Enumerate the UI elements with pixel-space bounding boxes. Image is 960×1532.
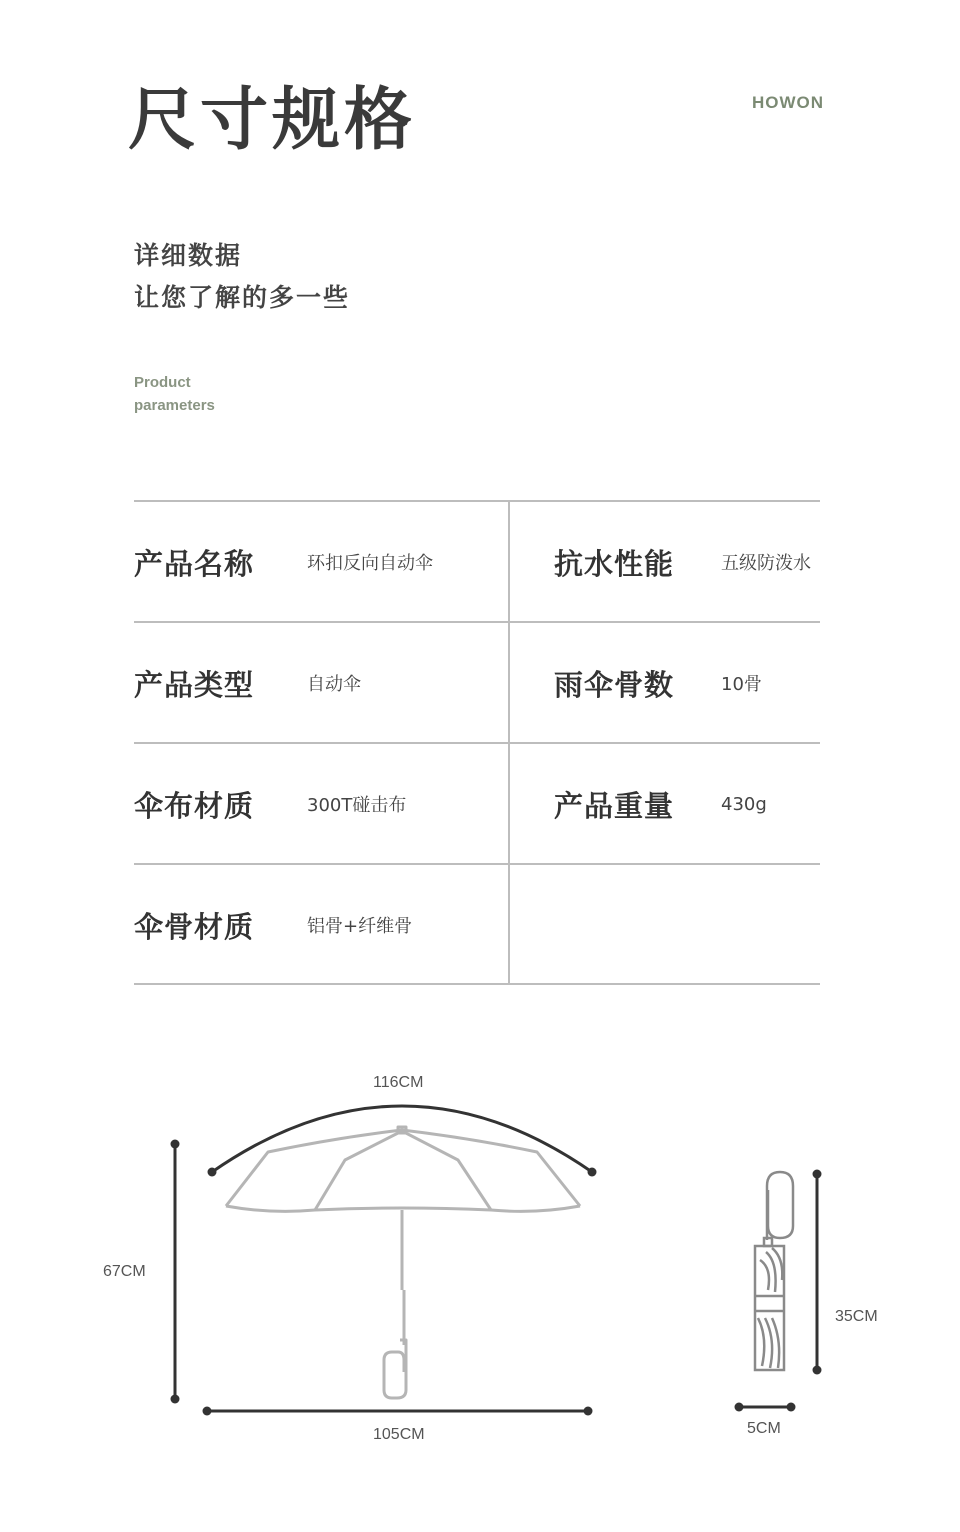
dimension-endpoint [203,1407,212,1416]
spec-value: 环扣反向自动伞 [307,553,433,574]
subtitle-line-1: 详细数据 [134,241,243,270]
arc-dimension-label: 116CM [373,1074,424,1091]
closed-height-label: 35CM [835,1308,878,1325]
dimension-endpoint [171,1395,180,1404]
spec-label: 产品类型 [134,667,255,702]
english-caption-line-2: parameters [134,397,215,414]
dimension-endpoint [208,1168,217,1177]
spec-value: 五级防泼水 [721,553,811,574]
dimension-endpoint [584,1407,593,1416]
spec-label: 雨伞骨数 [554,667,675,702]
spec-label: 抗水性能 [554,546,675,581]
spec-label: 产品重量 [554,788,675,823]
spec-value: 10骨 [721,674,762,695]
dimension-endpoint [813,1170,822,1179]
open-umbrella-icon [226,1127,580,1398]
spec-value: 铝骨+纤维骨 [307,916,413,937]
dimension-endpoint [588,1168,597,1177]
open-width-label: 105CM [373,1426,425,1443]
dimension-endpoint [787,1403,796,1412]
closed-umbrella-icon [755,1172,793,1370]
english-caption-line-1: Product [134,374,191,391]
spec-value: 自动伞 [307,674,361,695]
dimension-endpoint [171,1140,180,1149]
spec-label: 伞布材质 [134,788,255,823]
dimension-endpoint [813,1366,822,1375]
dimension-endpoint [735,1403,744,1412]
spec-value: 300T碰击布 [307,795,407,816]
arc-dimension-line [212,1106,592,1172]
spec-label: 产品名称 [134,546,255,581]
subtitle-line-2: 让您了解的多一些 [134,283,351,312]
spec-label: 伞骨材质 [134,909,255,944]
closed-width-label: 5CM [747,1420,781,1437]
page-title: 尺寸规格 [128,81,417,160]
open-height-label: 67CM [103,1263,146,1280]
brand-logo: HOWON [752,93,825,112]
spec-value: 430g [721,793,767,815]
